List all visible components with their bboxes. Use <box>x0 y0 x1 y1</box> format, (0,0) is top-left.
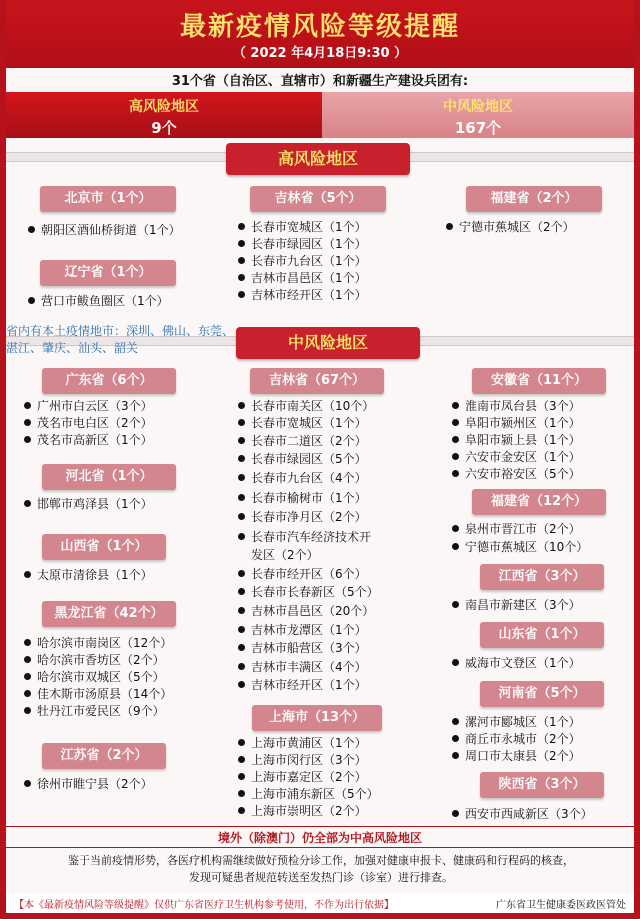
bullet-icon <box>238 756 245 763</box>
divider <box>6 826 634 827</box>
bullet-icon <box>24 707 31 714</box>
bullet-icon <box>238 223 245 230</box>
bullet-icon <box>238 807 245 814</box>
list-item: 商丘市永城市（2个） <box>452 731 581 748</box>
bullet-icon <box>24 571 31 578</box>
list-item: 上海市浦东新区（5个） <box>238 786 379 803</box>
list-item: 淮南市凤台县（3个） <box>452 398 581 415</box>
list-item: 阜阳市颍州区（1个） <box>452 415 581 432</box>
province-liaoning: 辽宁省（1个） <box>40 260 176 286</box>
list-item: 长春市南关区（10个） <box>238 398 374 415</box>
list-item: 周口市太康县（2个） <box>452 748 581 765</box>
bullet-icon <box>238 474 245 481</box>
bullet-icon <box>452 718 459 725</box>
bullet-icon <box>238 681 245 688</box>
bullet-icon <box>28 226 35 233</box>
high-risk-total-count: 9个 <box>151 119 177 137</box>
bullet-icon <box>24 436 31 443</box>
list-item: 长春市榆树市（1个） <box>238 490 367 507</box>
list-item: 吉林市昌邑区（20个） <box>238 603 374 620</box>
bullet-icon <box>238 402 245 409</box>
bullet-icon <box>238 513 245 520</box>
list-item: 茂名市电白区（2个） <box>24 415 153 432</box>
update-date: （ 2022 年4月18日9:30 ） <box>232 46 408 61</box>
bullet-icon <box>452 436 459 443</box>
list-item-continuation: 发区（2个） <box>251 548 319 562</box>
bullet-icon <box>238 240 245 247</box>
list-item: 长春市长春新区（5个） <box>238 584 379 601</box>
list-item: 威海市文登区（1个） <box>452 655 581 672</box>
bullet-icon <box>238 419 245 426</box>
high-risk-total-label: 高风险地区 <box>129 99 199 115</box>
province-shandong: 山东省（1个） <box>480 622 604 648</box>
list-item: 吉林市龙潭区（1个） <box>238 622 367 639</box>
list-item: 太原市清徐县（1个） <box>24 567 153 584</box>
province-shaanxi: 陕西省（3个） <box>480 772 604 798</box>
footer-issuer: 广东省卫生健康委医政医管处 <box>496 900 626 911</box>
province-jiangsu: 江苏省（2个） <box>42 743 166 769</box>
bullet-icon <box>452 543 459 550</box>
list-item: 长春市绿园区（1个） <box>238 236 367 253</box>
province-henan: 河南省（5个） <box>480 681 604 707</box>
bullet-icon <box>452 402 459 409</box>
list-item: 长春市绿园区（5个） <box>238 451 367 468</box>
bullet-icon <box>446 223 453 230</box>
province-shanghai: 上海市（13个） <box>252 705 382 731</box>
list-item: 哈尔滨市香坊区（2个） <box>24 652 165 669</box>
bullet-icon <box>238 437 245 444</box>
mid-risk-total-label: 中风险地区 <box>443 99 513 115</box>
list-item: 长春市九台区（1个） <box>238 253 367 270</box>
bullet-icon <box>238 533 245 540</box>
list-item: 六安市金安区（1个） <box>452 449 581 466</box>
province-beijing: 北京市（1个） <box>40 186 176 212</box>
bullet-icon <box>452 453 459 460</box>
bullet-icon <box>24 419 31 426</box>
province-jilin-high: 吉林省（5个） <box>250 186 386 212</box>
province-heilongjiang: 黑龙江省（42个） <box>42 601 176 627</box>
list-item: 宁德市蕉城区（2个） <box>446 219 575 236</box>
bullet-icon <box>452 470 459 477</box>
summary-text: 31个省（自治区、直辖市）和新疆生产建设兵团有: <box>171 74 469 89</box>
bullet-icon <box>238 626 245 633</box>
list-item: 长春市净月区（2个） <box>238 509 367 526</box>
list-item: 上海市黄浦区（1个） <box>238 735 367 752</box>
list-item: 茂名市高新区（1个） <box>24 432 153 449</box>
divider <box>6 847 634 848</box>
list-item: 南昌市新建区（3个） <box>452 597 581 614</box>
list-item: 徐州市睢宁县（2个） <box>24 776 153 793</box>
list-item: 上海市嘉定区（2个） <box>238 769 367 786</box>
list-item: 佳木斯市汤原县（14个） <box>24 686 172 703</box>
list-item: 长春市二道区（2个） <box>238 433 367 450</box>
bullet-icon <box>238 570 245 577</box>
province-hebei: 河北省（1个） <box>42 464 176 490</box>
province-shanxi: 山西省（1个） <box>42 534 166 560</box>
list-item: 阜阳市颍上县（1个） <box>452 432 581 449</box>
bullet-icon <box>452 419 459 426</box>
bullet-icon <box>24 780 31 787</box>
list-item: 朝阳区酒仙桥街道（1个） <box>28 222 181 239</box>
list-item: 长春市汽车经济技术开 <box>238 529 371 546</box>
province-fujian-mid: 福建省（12个） <box>472 489 606 515</box>
high-risk-total-box <box>6 92 322 138</box>
list-item: 长春市宽城区（1个） <box>238 415 367 432</box>
mid-risk-total-box <box>322 92 634 138</box>
list-item: 吉林市经开区（1个） <box>238 677 367 694</box>
footer-disclaimer: 【本《最新疫情风险等级提醒》仅供广东省医疗卫生机构参考使用，不作为出行依据】 <box>14 900 394 911</box>
list-item: 泉州市晋江市（2个） <box>452 521 581 538</box>
footer <box>6 893 634 913</box>
bullet-icon <box>238 773 245 780</box>
list-item: 牡丹江市爱民区（9个） <box>24 703 165 720</box>
header-banner <box>6 0 634 68</box>
list-item: 长春市九台区（4个） <box>238 470 367 487</box>
list-item: 营口市鲅鱼圈区（1个） <box>28 293 169 310</box>
page-title: 最新疫情风险等级提醒 <box>179 12 460 42</box>
bullet-icon <box>452 752 459 759</box>
bullet-icon <box>238 257 245 264</box>
bullet-icon <box>24 500 31 507</box>
list-item: 吉林市经开区（1个） <box>238 287 367 304</box>
bullet-icon <box>28 297 35 304</box>
local-outbreak-note: 省内有本土疫情地市：深圳、佛山、东莞、湛江、肇庆、汕头、韶关 <box>6 324 235 355</box>
bullet-icon <box>24 673 31 680</box>
province-fujian-high: 福建省（2个） <box>466 186 602 212</box>
bullet-icon <box>238 494 245 501</box>
list-item: 吉林市丰满区（4个） <box>238 659 367 676</box>
list-item: 哈尔滨市南岗区（12个） <box>24 635 172 652</box>
province-anhui: 安徽省（11个） <box>472 368 606 394</box>
bullet-icon <box>238 291 245 298</box>
list-item: 西安市西咸新区（3个） <box>452 806 593 823</box>
mid-risk-section-title: 中风险地区 <box>236 327 420 359</box>
list-item: 上海市闵行区（3个） <box>238 752 367 769</box>
bullet-icon <box>238 607 245 614</box>
bullet-icon <box>24 402 31 409</box>
bullet-icon <box>24 656 31 663</box>
bullet-icon <box>452 525 459 532</box>
bullet-icon <box>452 659 459 666</box>
bullet-icon <box>24 690 31 697</box>
bullet-icon <box>238 455 245 462</box>
province-jilin-mid: 吉林省（67个） <box>250 368 384 394</box>
list-item: 六安市裕安区（5个） <box>452 466 581 483</box>
bullet-icon <box>452 601 459 608</box>
list-item: 邯郸市鸡泽县（1个） <box>24 496 153 513</box>
overseas-notice: 境外（除澳门）仍全部为中高风险地区 <box>217 831 422 845</box>
province-jiangxi: 江西省（3个） <box>480 564 604 590</box>
list-item: 长春市宽城区（1个） <box>238 219 367 236</box>
list-item: 哈尔滨市双城区（5个） <box>24 669 165 686</box>
list-item: 上海市崇明区（2个） <box>238 803 367 820</box>
high-risk-section-title: 高风险地区 <box>226 143 410 175</box>
province-guangdong: 广东省（6个） <box>42 368 176 394</box>
bullet-icon <box>238 663 245 670</box>
advice-text <box>26 852 616 886</box>
bullet-icon <box>452 810 459 817</box>
mid-risk-total-count: 167个 <box>454 119 502 137</box>
bullet-icon <box>238 790 245 797</box>
bullet-icon <box>238 588 245 595</box>
bullet-icon <box>238 274 245 281</box>
list-item: 吉林市昌邑区（1个） <box>238 270 367 287</box>
bullet-icon <box>452 735 459 742</box>
bullet-icon <box>24 639 31 646</box>
list-item: 漯河市郾城区（1个） <box>452 714 581 731</box>
advice-line-2: 发现可疑患者规范转送至发热门诊（诊室）进行排查。 <box>189 871 453 884</box>
notice-page <box>6 0 634 913</box>
bullet-icon <box>238 644 245 651</box>
bullet-icon <box>238 739 245 746</box>
list-item: 宁德市蕉城区（10个） <box>452 539 588 556</box>
list-item: 广州市白云区（3个） <box>24 398 153 415</box>
advice-line-1: 鉴于当前疫情形势，各医疗机构需继续做好预检分诊工作，加强对健康申报卡、健康码和行程码的核查， <box>68 854 574 867</box>
list-item: 长春市经开区（6个） <box>238 566 367 583</box>
list-item: 吉林市船营区（3个） <box>238 640 367 657</box>
